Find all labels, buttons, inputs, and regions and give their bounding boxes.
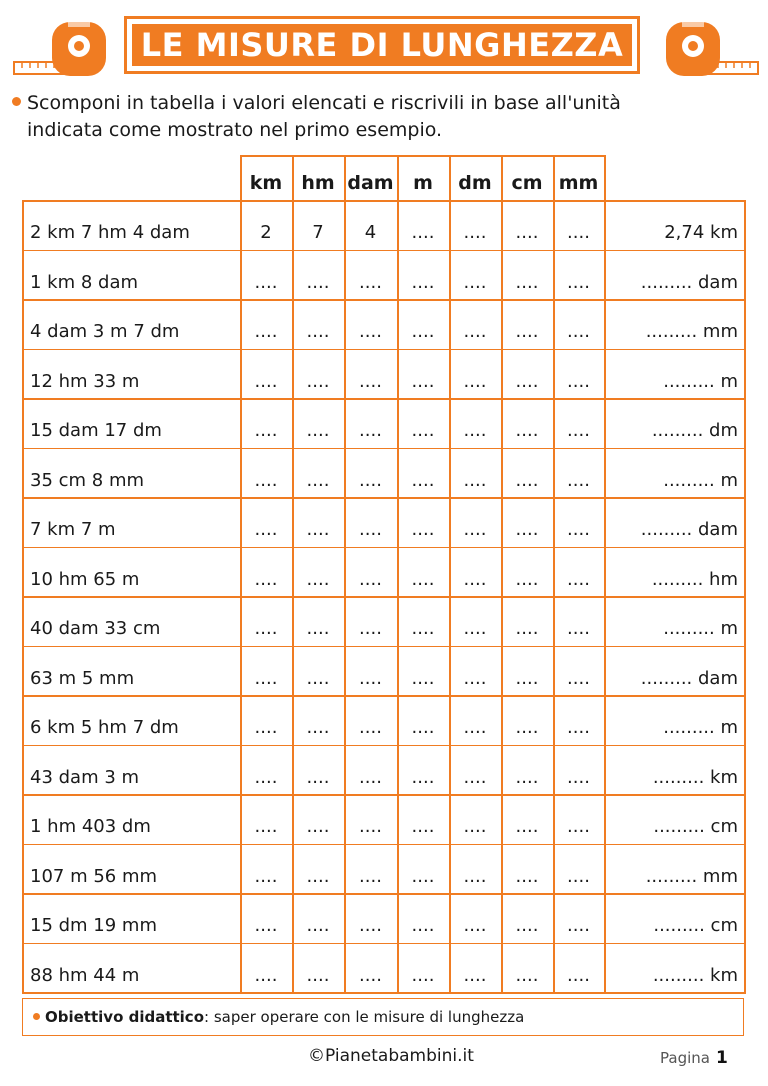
row-label: 35 cm 8 mm [30,469,145,491]
cell-hm: .... [306,519,330,540]
row-gridline [22,794,746,796]
row-label: 6 km 5 hm 7 dm [30,717,179,738]
cell-mm: .... [567,865,590,887]
cell-mm: .... [567,469,590,491]
cell-hm: .... [306,766,330,788]
cell-cm: .... [515,964,539,986]
cell-dm: .... [463,370,487,392]
row-result: ......... mm [645,321,738,342]
cell-m: .... [411,321,435,342]
row-result: ......... m [663,469,738,491]
page-label: Pagina [660,1049,710,1067]
row-gridline [22,646,746,648]
cell-dam: .... [359,816,382,837]
cell-hm: .... [306,420,330,441]
cell-mm: .... [567,915,590,936]
copyright-icon: © [308,1046,325,1066]
title-frame [124,16,640,74]
column-header-cm: cm [511,172,543,194]
cell-cm: .... [515,370,539,392]
cell-m: .... [411,519,435,540]
cell-dam: .... [359,915,382,936]
cell-cm: .... [515,717,539,738]
cell-m: .... [411,915,435,936]
cell-hm: .... [306,271,330,293]
instruction-line-1: Scomponi in tabella i valori elencati e riscrivili in base all'unità [27,92,621,114]
cell-km: .... [254,469,278,491]
cell-mm: .... [567,618,590,639]
cell-cm: .... [515,766,539,788]
cell-m: .... [411,717,435,738]
cell-dm: .... [463,667,487,689]
page-indicator [660,1048,728,1068]
cell-m: .... [411,370,435,392]
row-gridline [22,992,746,994]
row-result: ......... mm [645,865,738,887]
row-label: 1 hm 403 dm [30,816,151,837]
tape-measure-icon [12,18,110,80]
cell-mm: .... [567,321,590,342]
cell-dam: .... [359,321,382,342]
goal-bold: Obiettivo didattico [45,1008,205,1026]
footer-site [308,1046,474,1066]
row-gridline [22,200,746,202]
cell-dam: .... [359,519,382,540]
cell-m: .... [411,222,435,243]
cell-dm: .... [463,618,487,639]
cell-km: .... [254,865,278,887]
header-gridline [240,155,606,157]
cell-cm: .... [515,222,539,243]
row-label: 15 dam 17 dm [30,420,162,441]
cell-cm: .... [515,816,539,837]
cell-m: .... [411,816,435,837]
row-result: ......... cm [653,816,738,837]
cell-dam: .... [359,717,382,738]
row-label: 15 dm 19 mm [30,915,158,936]
cell-dm: .... [463,568,487,590]
cell-km: .... [254,766,278,788]
cell-hm: .... [306,667,330,689]
cell-dam: .... [359,420,382,441]
instruction-line-2: indicata come mostrato nel primo esempio. [27,119,443,141]
cell-hm: .... [306,618,330,639]
cell-mm: .... [567,667,590,689]
site-name: Pianetabambini.it [325,1046,474,1066]
cell-mm: .... [567,519,590,540]
cell-m: .... [411,469,435,491]
cell-mm: .... [567,568,590,590]
row-label: 43 dam 3 m [30,766,140,788]
row-result: ......... km [652,964,738,986]
cell-mm: .... [567,271,590,293]
row-result: ......... dm [651,420,738,441]
column-header-hm: hm [301,172,335,194]
cell-dm: .... [463,915,487,936]
cell-km: .... [254,568,278,590]
cell-m: .... [411,618,435,639]
cell-m: .... [411,766,435,788]
cell-cm: .... [515,420,539,441]
goal-box [22,998,744,1036]
row-label: 12 hm 33 m [30,370,140,392]
cell-m: .... [411,568,435,590]
cell-cm: .... [515,915,539,936]
row-result: ......... cm [653,915,738,936]
cell-km: .... [254,915,278,936]
cell-km: .... [254,420,278,441]
row-result: ......... hm [651,568,738,590]
row-gridline [22,596,746,598]
cell-cm: .... [515,519,539,540]
cell-km: .... [254,816,278,837]
cell-cm: .... [515,271,539,293]
row-gridline [22,547,746,549]
row-gridline [22,398,746,400]
page-title: LE MISURE DI LUNGHEZZA [132,24,632,66]
cell-dam: 4 [364,222,377,243]
cell-dm: .... [463,865,487,887]
cell-dm: .... [463,816,487,837]
cell-dam: .... [359,370,382,392]
cell-dam: .... [359,766,382,788]
row-gridline [22,695,746,697]
cell-hm: .... [306,321,330,342]
cell-dam: .... [359,667,382,689]
cell-dm: .... [463,222,487,243]
row-result: ......... km [652,766,738,788]
cell-km: .... [254,618,278,639]
cell-hm: .... [306,915,330,936]
column-header-m: m [413,172,433,194]
goal-text [33,1008,524,1026]
cell-km: .... [254,717,278,738]
cell-dam: .... [359,271,382,293]
cell-mm: .... [567,766,590,788]
cell-km: .... [254,370,278,392]
cell-mm: .... [567,222,590,243]
cell-dm: .... [463,717,487,738]
cell-mm: .... [567,370,590,392]
cell-mm: .... [567,816,590,837]
row-gridline [22,745,746,747]
cell-km: .... [254,964,278,986]
cell-hm: .... [306,370,330,392]
row-gridline [22,844,746,846]
cell-mm: .... [567,717,590,738]
cell-hm: .... [306,469,330,491]
row-label: 40 dam 33 cm [30,618,161,639]
cell-m: .... [411,667,435,689]
row-result: ......... m [663,370,738,392]
header-gridline [604,155,606,200]
cell-dm: .... [463,469,487,491]
cell-hm: .... [306,568,330,590]
cell-mm: .... [567,420,590,441]
cell-dam: .... [359,568,382,590]
cell-m: .... [411,964,435,986]
row-gridline [22,893,746,895]
column-header-mm: mm [558,172,599,194]
row-label: 7 km 7 m [30,519,116,540]
row-label: 2 km 7 hm 4 dam [30,222,190,243]
page-number: 1 [715,1048,728,1068]
cell-hm: 7 [312,222,324,243]
row-gridline [22,943,746,945]
cell-m: .... [411,865,435,887]
row-gridline [22,497,746,499]
cell-km: .... [254,321,278,342]
row-result: ......... m [663,717,738,738]
cell-dam: .... [359,469,382,491]
cell-cm: .... [515,469,539,491]
row-gridline [22,349,746,351]
cell-cm: .... [515,568,539,590]
cell-dam: .... [359,618,382,639]
row-result: ......... dam [640,271,738,293]
row-result: ......... dam [640,667,738,689]
cell-cm: .... [515,667,539,689]
cell-mm: .... [567,964,590,986]
row-result: 2,74 km [664,222,738,243]
instruction [12,90,742,144]
goal-description: : saper operare con le misure di lunghezza [204,1008,525,1026]
cell-km: .... [254,519,278,540]
cell-hm: .... [306,717,330,738]
cell-dm: .... [463,271,487,293]
row-label: 1 km 8 dam [30,271,139,293]
row-gridline [22,299,746,301]
tape-measure-icon [662,18,760,80]
column-header-dam: dam [347,172,394,194]
row-label: 10 hm 65 m [30,568,140,590]
cell-hm: .... [306,865,330,887]
cell-dam: .... [359,865,382,887]
cell-hm: .... [306,816,330,837]
row-label: 107 m 56 mm [30,865,158,887]
cell-cm: .... [515,618,539,639]
cell-cm: .... [515,321,539,342]
cell-m: .... [411,271,435,293]
cell-dm: .... [463,964,487,986]
cell-cm: .... [515,865,539,887]
row-result: ......... dam [640,519,738,540]
cell-dm: .... [463,321,487,342]
row-label: 63 m 5 mm [30,667,135,689]
column-header-km: km [249,172,283,194]
cell-dm: .... [463,766,487,788]
row-label: 88 hm 44 m [30,964,140,986]
cell-km: .... [254,271,278,293]
cell-km: .... [254,667,278,689]
cell-hm: .... [306,964,330,986]
cell-km: 2 [260,222,272,243]
cell-dm: .... [463,519,487,540]
cell-dam: .... [359,964,382,986]
row-result: ......... m [663,618,738,639]
cell-dm: .... [463,420,487,441]
bullet-icon [33,1013,40,1020]
row-gridline [22,448,746,450]
cell-m: .... [411,420,435,441]
column-header-dm: dm [458,172,492,194]
bullet-icon [12,97,21,106]
row-gridline [22,250,746,252]
row-label: 4 dam 3 m 7 dm [30,321,180,342]
